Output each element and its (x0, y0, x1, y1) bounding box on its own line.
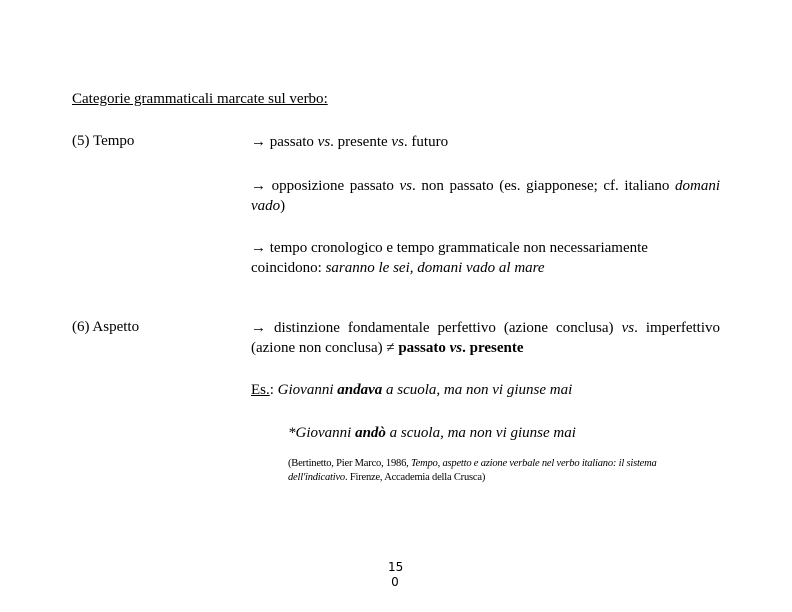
arrow: → (251, 134, 270, 150)
text: passato (269, 134, 318, 150)
vs-italic: vs (391, 134, 404, 150)
text: (Bertinetto, Pier Marco, 1986, (288, 458, 411, 469)
example-italic: a scuola, ma non vi giunse mai (385, 425, 576, 441)
slide-heading (72, 91, 328, 108)
bibliographic-reference (288, 457, 708, 485)
heading-colon: : (323, 91, 328, 107)
bold-text: passato (398, 340, 450, 356)
bold-vs: vs (449, 340, 463, 356)
tempo-line-3 (251, 238, 720, 278)
heading-text: Categorie grammaticali marcate sul verbo (72, 91, 324, 107)
tempo-line-2 (251, 176, 720, 216)
text: tempo cronologico e tempo grammaticale non necessariamente coincidono: (251, 240, 648, 276)
text: . futuro (403, 134, 449, 150)
example-label: Es. (251, 382, 270, 398)
aspetto-example-2 (288, 423, 718, 443)
example-italic: a scuola, ma non vi giunse mai (382, 382, 573, 398)
bold-text: . presente (462, 340, 524, 356)
tempo-line-1 (251, 132, 720, 152)
example-italic: saranno le sei, domani vado al mare (325, 260, 545, 276)
verb-bold-italic: andò (355, 425, 386, 441)
example-italic: *Giovanni (288, 425, 356, 441)
aspetto-example-1 (251, 380, 720, 400)
aspetto-line-1 (251, 318, 720, 358)
vs-italic: vs (621, 320, 635, 336)
vs-italic: vs (399, 178, 413, 194)
text: . Firenze, Accademia della Crusca) (344, 472, 486, 483)
book-title: Tempo, aspetto e azione verbale nel verbo italiano: il sistema dell'indicativo (288, 458, 657, 483)
text: : (269, 382, 278, 398)
vs-italic: vs (317, 134, 331, 150)
text: opposizione passato (271, 178, 400, 194)
arrow: → (251, 240, 270, 256)
text: . non passato (es. giapponese; cf. italiano (412, 178, 676, 194)
example-italic: domani vado (251, 178, 721, 214)
section-label-aspetto: (6) Aspetto (72, 319, 140, 335)
text: ) (280, 198, 286, 214)
page-number: 15 0 (388, 560, 404, 589)
text: . presente (330, 134, 392, 150)
text: . imperfettivo (azione non conclusa) ≠ (251, 320, 720, 356)
arrow: → (251, 320, 275, 336)
verb-bold-italic: andava (337, 382, 383, 398)
example-italic: Giovanni (277, 382, 338, 398)
text: distinzione fondamentale perfettivo (azione conclusa) (274, 320, 622, 336)
section-label-tempo: (5) Tempo (72, 133, 135, 149)
arrow: → (251, 178, 272, 194)
